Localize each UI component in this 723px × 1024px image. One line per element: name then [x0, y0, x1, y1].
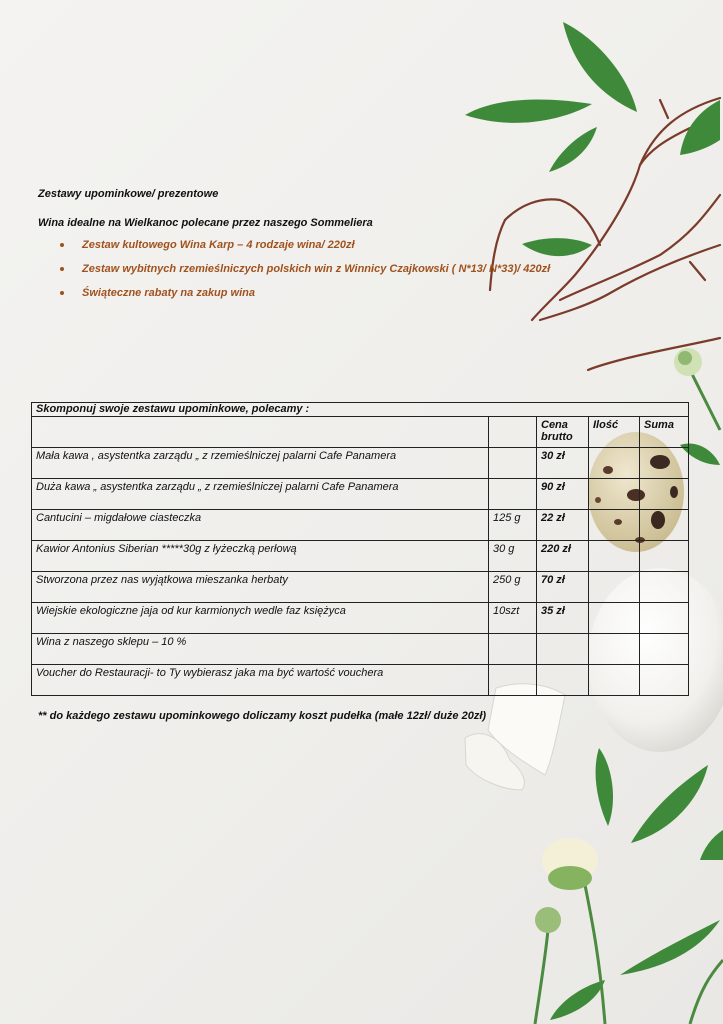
- product-price: 220 zł: [537, 541, 589, 572]
- product-price: [537, 665, 589, 696]
- quantity-cell: [589, 541, 640, 572]
- table-caption-row: [32, 403, 689, 417]
- product-unit: 10szt: [489, 603, 537, 634]
- product-price: 30 zł: [537, 448, 589, 479]
- twig-branches: [490, 98, 720, 370]
- quantity-cell: [589, 634, 640, 665]
- product-price: [537, 634, 589, 665]
- sum-cell: [640, 448, 689, 479]
- table-row: [32, 665, 689, 696]
- sum-header: Suma: [640, 417, 689, 448]
- offer-item: Zestaw kultowego Wina Karp – 4 rodzaje wina/ 220zł: [60, 238, 550, 262]
- table-header-row: [32, 417, 689, 448]
- sum-cell: [640, 541, 689, 572]
- box-cost-note: ** do każdego zestawu upominkowego doliczamy koszt pudełka (małe 12zł/ duże 20zł): [38, 710, 487, 722]
- product-unit: 125 g: [489, 510, 537, 541]
- table-row: [32, 541, 689, 572]
- product-unit: [489, 634, 537, 665]
- sum-cell: [640, 572, 689, 603]
- product-price: 90 zł: [537, 479, 589, 510]
- table-row: [32, 479, 689, 510]
- product-price: 70 zł: [537, 572, 589, 603]
- product-unit: [489, 479, 537, 510]
- product-price: 35 zł: [537, 603, 589, 634]
- product-unit: 250 g: [489, 572, 537, 603]
- product-name: Mała kawa , asystentka zarządu „ z rzemieślniczej palarni Cafe Panamera: [32, 448, 489, 479]
- quantity-cell: [589, 665, 640, 696]
- quantity-cell: [589, 603, 640, 634]
- offer-item: Zestaw wybitnych rzemieślniczych polskich win z Winnicy Czajkowski ( N*13/ N*33)/ 420zł: [60, 262, 550, 286]
- quantity-cell: [589, 479, 640, 510]
- price-header: Cena brutto: [537, 417, 589, 448]
- product-price: 22 zł: [537, 510, 589, 541]
- product-name: Voucher do Restauracji- to Ty wybierasz jaka ma być wartość vouchera: [32, 665, 489, 696]
- product-unit: [489, 448, 537, 479]
- offer-item: Świąteczne rabaty na zakup wina: [60, 286, 550, 310]
- broken-eggshell: [465, 684, 565, 790]
- table-row: [32, 448, 689, 479]
- product-name: Duża kawa „ asystentka zarządu „ z rzemieślniczej palarni Cafe Panamera: [32, 479, 489, 510]
- table-row: [32, 572, 689, 603]
- quantity-cell: [589, 572, 640, 603]
- table-row: [32, 603, 689, 634]
- product-unit: [489, 665, 537, 696]
- wine-heading: Wina idealne na Wielkanoc polecane przez naszego Sommeliera: [38, 217, 373, 229]
- section-title: Zestawy upominkowe/ prezentowe: [38, 188, 219, 200]
- product-name: Kawior Antonius Siberian *****30g z łyżeczką perłową: [32, 541, 489, 572]
- product-name: Stworzona przez nas wyjątkowa mieszanka herbaty: [32, 572, 489, 603]
- sum-cell: [640, 479, 689, 510]
- product-name: Wiejskie ekologiczne jaja od kur karmionych wedle faz księżyca: [32, 603, 489, 634]
- product-name: Cantucini – migdałowe ciasteczka: [32, 510, 489, 541]
- sum-cell: [640, 603, 689, 634]
- sum-cell: [640, 510, 689, 541]
- product-unit: 30 g: [489, 541, 537, 572]
- quantity-cell: [589, 448, 640, 479]
- gift-set-table: [31, 402, 689, 696]
- table-row: [32, 510, 689, 541]
- table-caption: Skomponuj swoje zestawu upominkowe, polecamy :: [32, 403, 689, 417]
- sum-cell: [640, 634, 689, 665]
- wine-offers-list: [60, 238, 550, 310]
- quantity-cell: [589, 510, 640, 541]
- product-name: Wina z naszego sklepu – 10 %: [32, 634, 489, 665]
- sum-cell: [640, 665, 689, 696]
- table-row: [32, 634, 689, 665]
- quantity-header: Ilość: [589, 417, 640, 448]
